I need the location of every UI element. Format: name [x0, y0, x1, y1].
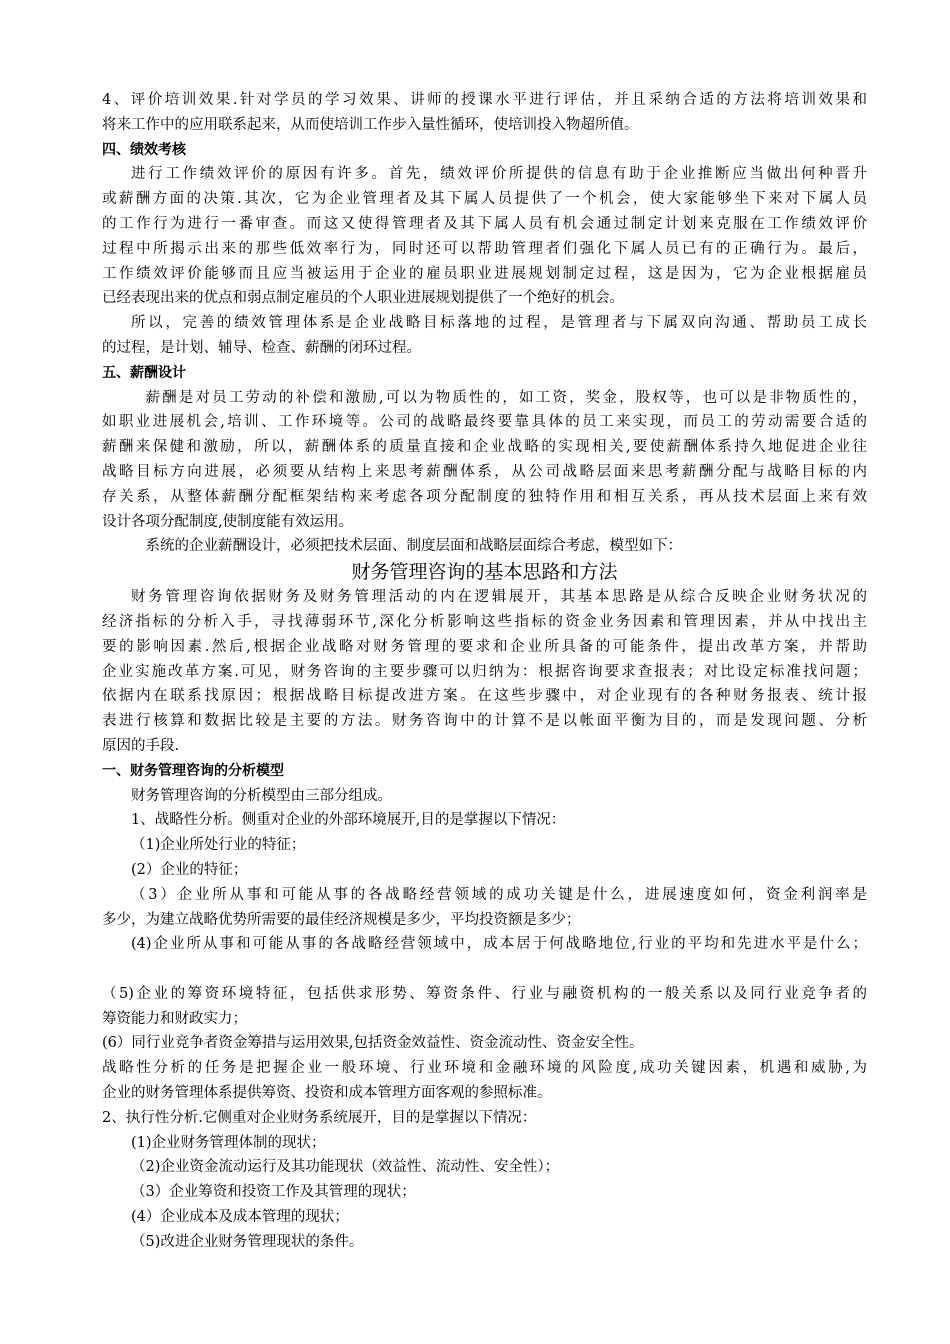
- paragraph-line: 薪酬来保健和激励，所以，薪酬体系的质量直接和企业战略的实现相关,要使薪酬体系持久地促进企业往: [102, 439, 867, 456]
- paragraph-line: 存关系，从整体薪酬分配框架结构来考虑各项分配制度的独特作用和相互关系，再从技术层面上来有效: [102, 488, 867, 505]
- paragraph-line: 薪酬是对员工劳动的补偿和激励,可以为物质性的，如工资，奖金，股权等，也可以是非物质性的，: [145, 389, 867, 406]
- paragraph-line: 4、评价培训效果.针对学员的学习效果、讲师的授课水平进行评估，并且采纳合适的方法将培训效果和: [102, 92, 867, 108]
- paragraph-line: 企业实施改革方案.可见，财务咨询的主要步骤可以归纳为：根据咨询要求查报表；对比设定标准找问题；: [102, 663, 867, 680]
- document-title: 财务管理咨询的基本思路和方法: [351, 561, 618, 584]
- paragraph-line: 2、执行性分析.它侧重对企业财务系统展开，目的是掌握以下情况：: [102, 1109, 537, 1126]
- paragraph-line: 战略性分析的任务是把握企业一般环境、行业环境和金融环境的风险度,成功关键因素，机遇和威胁,为: [102, 1060, 867, 1077]
- paragraph-line: 所以，完善的绩效管理体系是企业战略目标落地的过程，是管理者与下属双向沟通、帮助员工成长: [131, 315, 867, 332]
- paragraph-line: 财务管理咨询依据财务及财务管理活动的内在逻辑展开，其基本思路是从综合反映企业财务状况的: [131, 589, 867, 606]
- paragraph-line: （5)改进企业财务管理现状的条件。: [131, 1233, 364, 1250]
- paragraph-line: 系统的企业薪酬设计，必须把技术层面、制度层面和战略层面综合考虑，模型如下：: [145, 538, 682, 555]
- paragraph-line: 财务管理咨询的分析模型由三部分组成。: [131, 787, 392, 804]
- paragraph-line: 原因的手段.: [102, 737, 180, 754]
- paragraph-line: (2）企业的特征；: [131, 861, 248, 878]
- paragraph-line: 企业的财务管理体系提供筹资、投资和成本管理方面客观的参照标准。: [102, 1085, 552, 1102]
- paragraph-line: 要的影响因素.然后,根据企业战略对财务管理的要求和企业所具备的可能条件，提出改革方案，并帮助: [102, 638, 867, 655]
- paragraph-line: 设计各项分配制度,使制度能有效运用。: [102, 513, 354, 530]
- section-heading: 四、绩效考核: [102, 141, 186, 158]
- section-heading: 五、薪酬设计: [102, 364, 186, 381]
- paragraph-line: (6）同行业竞争者资金筹措与运用效果,包括资金效益性、资金流动性、资金安全性。: [102, 1035, 644, 1052]
- paragraph-line: (4)企业所从事和可能从事的各战略经营领域中，成本居于何战略地位,行业的平均和先进水平是什么；: [131, 936, 867, 953]
- paragraph-line: （3）企业筹资和投资工作及其管理的现状；: [131, 1184, 416, 1201]
- paragraph-line: （2)企业资金流动运行及其功能现状（效益性、流动性、安全性）；: [131, 1159, 560, 1176]
- paragraph-line: 依据内在联系找原因；根据战略目标提改进方案。在这些步骤中，对企业现有的各种财务报表、统计报: [102, 688, 867, 705]
- paragraph-line: 如职业进展机会,培训、工作环境等。公司的战略最终要靠具体的员工来实现，而员工的劳动需要合适的: [102, 414, 867, 431]
- document-page: [102, 88, 867, 1255]
- paragraph-line: 过程中所揭示出来的那些低效率行为，同时还可以帮助管理者们强化下属人员已有的正确行为。最后，: [102, 240, 867, 257]
- paragraph-line: 的过程，是计划、辅导、检查、薪酬的闭环过程。: [102, 339, 421, 356]
- paragraph-line: (4）企业成本及成本管理的现状；: [131, 1209, 349, 1226]
- paragraph-line: （1)企业所处行业的特征；: [131, 837, 306, 854]
- paragraph-line: 的工作行为进行一番审查。而这又使得管理者及其下属人员有机会通过制定计划来克服在工作绩效评价: [102, 215, 867, 232]
- paragraph-line: 表进行核算和数据比较是主要的方法。财务咨询中的计算不是以帐面平衡为目的，而是发现问题、分析: [102, 713, 867, 730]
- paragraph-line: 1、战略性分析。侧重对企业的外部环境展开,目的是掌握以下情况：: [131, 812, 566, 829]
- paragraph-line: （5)企业的筹资环境特征，包括供求形势、筹资条件、行业与融资机构的一般关系以及同行业竞争者的: [102, 985, 867, 1002]
- paragraph-line: 多少，为建立战略优势所需要的最佳经济规模是多少，平均投资额是多少；: [102, 911, 581, 928]
- section-heading: 一、财务管理咨询的分析模型: [102, 762, 284, 779]
- paragraph-line: (1)企业财务管理体制的现状；: [131, 1134, 326, 1151]
- blank-line: [102, 957, 867, 982]
- paragraph-line: 进行工作绩效评价的原因有许多。首先，绩效评价所提供的信息有助于企业推断应当做出何种晋升: [131, 166, 867, 183]
- paragraph-line: 战略目标方向进展，必须要从结构上来思考薪酬体系，从公司战略层面来思考薪酬分配与战略目标的内: [102, 463, 867, 480]
- paragraph-line: 工作绩效评价能够而且应当被运用于企业的雇员职业进展规划制定过程，这是因为，它为企业根据雇员: [102, 265, 867, 282]
- paragraph-line: 将来工作中的应用联系起来，从而使培训工作步入量性循环，使培训投入物超所值。: [102, 116, 639, 133]
- paragraph-line: 筹资能力和财政实力；: [102, 1010, 247, 1027]
- paragraph-line: （3）企业所从事和可能从事的各战略经营领域的成功关键是什么，进展速度如何，资金利润率是: [131, 886, 867, 903]
- paragraph-line: 已经表现出来的优点和弱点制定雇员的个人职业进展规划提供了一个绝好的机会。: [102, 290, 624, 307]
- paragraph-line: 或薪酬方面的决策.其次，它为企业管理者及其下属人员提供了一个机会，使大家能够坐下来对下属人员: [102, 191, 867, 208]
- paragraph-line: 经济指标的分析入手，寻找薄弱环节,深化分析影响这些指标的资金业务因素和管理因素，并从中找出主: [102, 613, 867, 630]
